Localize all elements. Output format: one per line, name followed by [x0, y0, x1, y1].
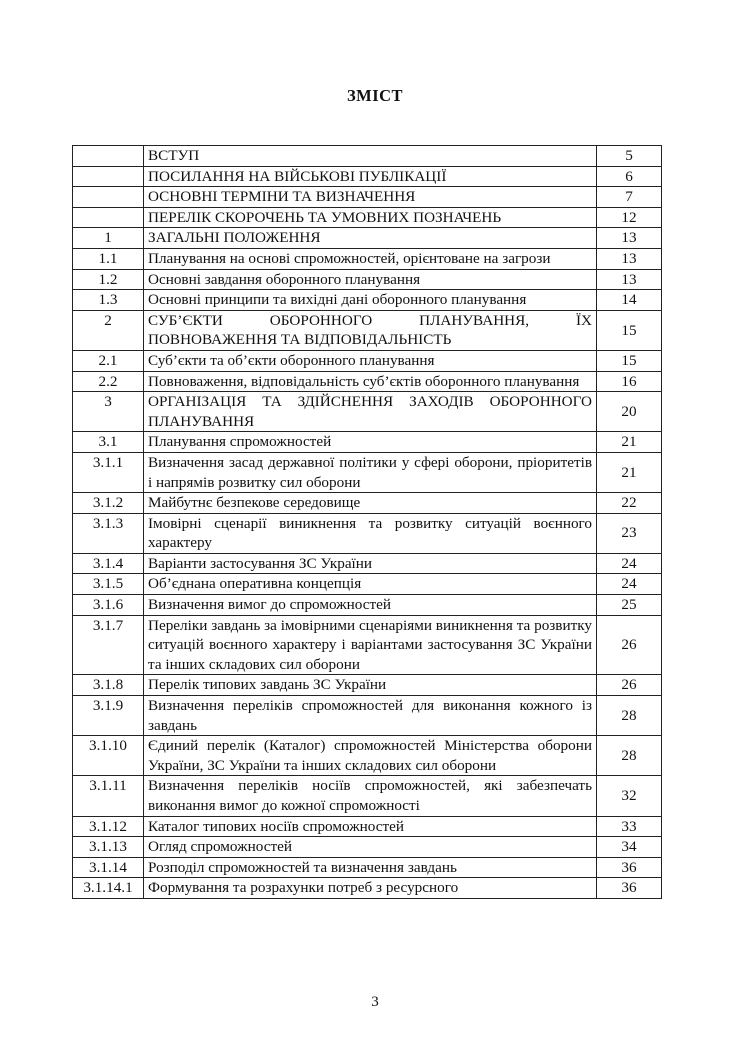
toc-row [73, 816, 662, 837]
toc-row [73, 228, 662, 249]
toc-section-number: 3.1.12 [73, 816, 144, 837]
toc-section-title: Єдиний перелік (Каталог) спроможностей Міністерства оборони України, ЗС України та інших складових сил оборони [144, 736, 597, 776]
toc-section-title: ВСТУП [144, 146, 597, 167]
toc-section-number: 3.1 [73, 432, 144, 453]
toc-page-number: 15 [597, 310, 662, 350]
toc-row [73, 269, 662, 290]
toc-section-title: Повноваження, відповідальність суб’єктів оборонного планування [144, 371, 597, 392]
toc-section-title: Розподіл спроможностей та визначення завдань [144, 857, 597, 878]
toc-page-number: 6 [597, 166, 662, 187]
toc-page-number: 13 [597, 248, 662, 269]
toc-page-number: 26 [597, 675, 662, 696]
toc-section-number: 2 [73, 310, 144, 350]
toc-section-number: 2.2 [73, 371, 144, 392]
toc-row [73, 310, 662, 350]
toc-section-number [73, 146, 144, 167]
toc-section-number: 3 [73, 392, 144, 432]
toc-section-title: Планування спроможностей [144, 432, 597, 453]
toc-page-number: 33 [597, 816, 662, 837]
toc-section-title: Основні принципи та вихідні дані оборонного планування [144, 290, 597, 311]
toc-section-title: Майбутнє безпекове середовище [144, 493, 597, 514]
toc-page-number: 32 [597, 776, 662, 816]
toc-page-number: 23 [597, 513, 662, 553]
table-of-contents [72, 145, 662, 899]
toc-row [73, 574, 662, 595]
toc-page-number: 14 [597, 290, 662, 311]
toc-section-number: 3.1.4 [73, 553, 144, 574]
toc-section-number: 3.1.7 [73, 615, 144, 675]
toc-section-title: Перелік типових завдань ЗС України [144, 675, 597, 696]
toc-section-title: ПЕРЕЛІК СКОРОЧЕНЬ ТА УМОВНИХ ПОЗНАЧЕНЬ [144, 207, 597, 228]
toc-page-number: 24 [597, 553, 662, 574]
toc-section-title: Огляд спроможностей [144, 837, 597, 858]
toc-row [73, 696, 662, 736]
toc-row [73, 553, 662, 574]
toc-section-number: 3.1.13 [73, 837, 144, 858]
toc-row [73, 371, 662, 392]
toc-section-number: 2.1 [73, 350, 144, 371]
page-title: ЗМІСТ [346, 86, 404, 105]
toc-section-number: 3.1.5 [73, 574, 144, 595]
toc-row [73, 432, 662, 453]
toc-page-number: 36 [597, 878, 662, 899]
toc-section-title: ЗАГАЛЬНІ ПОЛОЖЕННЯ [144, 228, 597, 249]
toc-section-title: Визначення засад державної політики у сфері оборони, пріоритетів і напрямів розвитку сил оборони [144, 452, 597, 492]
toc-section-title: ОРГАНІЗАЦІЯ ТА ЗДІЙСНЕННЯ ЗАХОДІВ ОБОРОННОГО ПЛАНУВАННЯ [144, 392, 597, 432]
toc-page-number: 28 [597, 696, 662, 736]
toc-row [73, 248, 662, 269]
toc-section-title: Визначення переліків спроможностей для виконання кожного із завдань [144, 696, 597, 736]
toc-section-number: 3.1.14.1 [73, 878, 144, 899]
toc-row [73, 776, 662, 816]
toc-row [73, 736, 662, 776]
toc-section-number: 1.1 [73, 248, 144, 269]
toc-section-number: 3.1.3 [73, 513, 144, 553]
toc-section-title: Переліки завдань за імовірними сценаріями виникнення та розвитку ситуацій воєнного характеру і варіантами застосування ЗС України та інших складових сил оборони [144, 615, 597, 675]
toc-row [73, 513, 662, 553]
toc-row [73, 493, 662, 514]
toc-section-number [73, 207, 144, 228]
toc-section-title: Визначення переліків носіїв спроможностей, які забезпечать виконання вимог до кожної спроможності [144, 776, 597, 816]
toc-section-number: 3.1.14 [73, 857, 144, 878]
toc-row [73, 615, 662, 675]
toc-row [73, 290, 662, 311]
toc-section-number: 1 [73, 228, 144, 249]
toc-row [73, 595, 662, 616]
toc-row [73, 207, 662, 228]
toc-row [73, 187, 662, 208]
toc-page-number: 22 [597, 493, 662, 514]
toc-row [73, 350, 662, 371]
toc-section-number [73, 166, 144, 187]
toc-section-number [73, 187, 144, 208]
toc-page-number: 13 [597, 228, 662, 249]
toc-section-title: Об’єднана оперативна концепція [144, 574, 597, 595]
toc-page-number: 26 [597, 615, 662, 675]
toc-row [73, 146, 662, 167]
toc-page-number: 5 [597, 146, 662, 167]
toc-page-number: 25 [597, 595, 662, 616]
toc-page-number: 16 [597, 371, 662, 392]
toc-row [73, 857, 662, 878]
toc-row [73, 675, 662, 696]
toc-section-title: Формування та розрахунки потреб з ресурсного [144, 878, 597, 899]
toc-row [73, 878, 662, 899]
toc-section-title: СУБ’ЄКТИ ОБОРОННОГО ПЛАНУВАННЯ, ЇХ ПОВНОВАЖЕННЯ ТА ВІДПОВІДАЛЬНІСТЬ [144, 310, 597, 350]
toc-page-number: 24 [597, 574, 662, 595]
toc-section-title: Суб’єкти та об’єкти оборонного планування [144, 350, 597, 371]
toc-section-title: ОСНОВНІ ТЕРМІНИ ТА ВИЗНАЧЕННЯ [144, 187, 597, 208]
toc-page-number: 21 [597, 432, 662, 453]
toc-section-number: 3.1.10 [73, 736, 144, 776]
toc-page-number: 34 [597, 837, 662, 858]
toc-page-number: 13 [597, 269, 662, 290]
toc-section-number: 3.1.11 [73, 776, 144, 816]
toc-page-number: 28 [597, 736, 662, 776]
toc-row [73, 392, 662, 432]
toc-section-title: Імовірні сценарії виникнення та розвитку ситуацій воєнного характеру [144, 513, 597, 553]
toc-section-number: 3.1.2 [73, 493, 144, 514]
toc-row [73, 166, 662, 187]
toc-section-number: 3.1.1 [73, 452, 144, 492]
toc-section-number: 3.1.9 [73, 696, 144, 736]
toc-section-number: 3.1.6 [73, 595, 144, 616]
toc-page-number: 12 [597, 207, 662, 228]
toc-section-title: Основні завдання оборонного планування [144, 269, 597, 290]
toc-row [73, 452, 662, 492]
toc-page-number: 20 [597, 392, 662, 432]
toc-section-title: Планування на основі спроможностей, орієнтоване на загрози [144, 248, 597, 269]
toc-section-title: Каталог типових носіїв спроможностей [144, 816, 597, 837]
page-number: 3 [371, 994, 379, 1010]
toc-row [73, 837, 662, 858]
toc-section-number: 1.2 [73, 269, 144, 290]
toc-section-title: Визначення вимог до спроможностей [144, 595, 597, 616]
toc-section-number: 1.3 [73, 290, 144, 311]
toc-page-number: 36 [597, 857, 662, 878]
toc-section-number: 3.1.8 [73, 675, 144, 696]
toc-page-number: 21 [597, 452, 662, 492]
toc-page-number: 15 [597, 350, 662, 371]
toc-body [73, 146, 662, 899]
toc-section-title: Варіанти застосування ЗС України [144, 553, 597, 574]
toc-section-title: ПОСИЛАННЯ НА ВІЙСЬКОВІ ПУБЛІКАЦІЇ [144, 166, 597, 187]
toc-page-number: 7 [597, 187, 662, 208]
